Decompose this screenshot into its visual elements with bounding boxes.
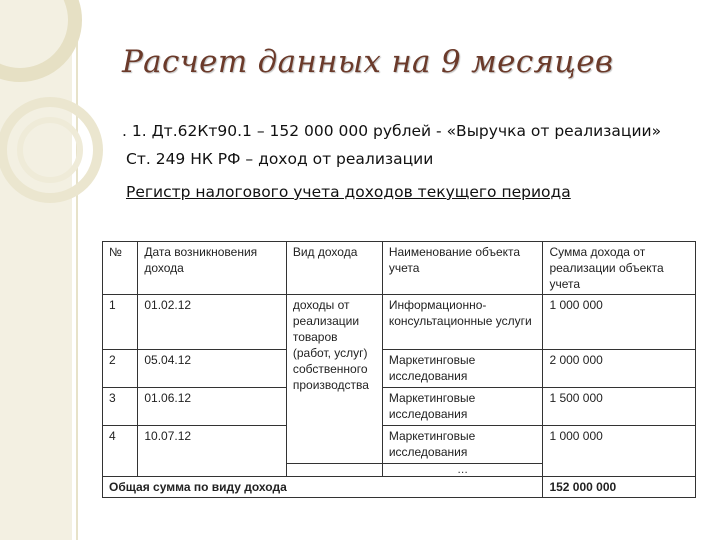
- header-number: №: [103, 242, 138, 295]
- header-income-type: Вид дохода: [286, 242, 382, 295]
- table-row: [103, 426, 696, 464]
- row-number: 4: [103, 426, 138, 464]
- row-object: Маркетинговые исследования: [382, 388, 543, 426]
- row-date: 05.04.12: [138, 350, 287, 388]
- decorative-circles: [0, 0, 120, 220]
- table-row: [103, 295, 696, 350]
- income-type-cell: доходы от реализации товаров (работ, услуг) собственного производства: [286, 295, 382, 464]
- total-row: [103, 477, 696, 498]
- header-object: Наименование объекта учета: [382, 242, 543, 295]
- tax-code-line: Ст. 249 НК РФ – доход от реализации: [126, 150, 434, 168]
- row-object: Маркетинговые исследования: [382, 426, 543, 464]
- ellipsis-row: [103, 464, 696, 477]
- row-object: Маркетинговые исследования: [382, 350, 543, 388]
- row-object: Информационно-консультационные услуги: [382, 295, 543, 350]
- row-date: 01.06.12: [138, 388, 287, 426]
- header-date: Дата возникновения дохода: [138, 242, 287, 295]
- header-amount: Сумма дохода от реализации объекта учета: [543, 242, 696, 295]
- entry-line: . 1. Дт.62Кт90.1 – 152 000 000 рублей - «Выручка от реализации»: [122, 122, 662, 140]
- total-label: Общая сумма по виду дохода: [103, 477, 543, 498]
- total-amount: 152 000 000: [543, 477, 696, 498]
- table-header-row: [103, 242, 696, 295]
- row-amount: 2 000 000: [543, 350, 696, 388]
- table-row: [103, 388, 696, 426]
- row-amount: 1 000 000: [543, 295, 696, 350]
- slide-title: Расчет данных на 9 месяцев: [122, 44, 614, 80]
- table-row: [103, 350, 696, 388]
- row-amount: 1 500 000: [543, 388, 696, 426]
- row-date: 10.07.12: [138, 426, 287, 464]
- row-number: 3: [103, 388, 138, 426]
- income-register-table: [102, 241, 696, 498]
- register-heading: Регистр налогового учета доходов текущего периода: [126, 183, 571, 201]
- row-date: 01.02.12: [138, 295, 287, 350]
- row-number: 2: [103, 350, 138, 388]
- row-amount: 1 000 000: [543, 426, 696, 464]
- row-number: 1: [103, 295, 138, 350]
- ellipsis-cell: …: [382, 464, 543, 477]
